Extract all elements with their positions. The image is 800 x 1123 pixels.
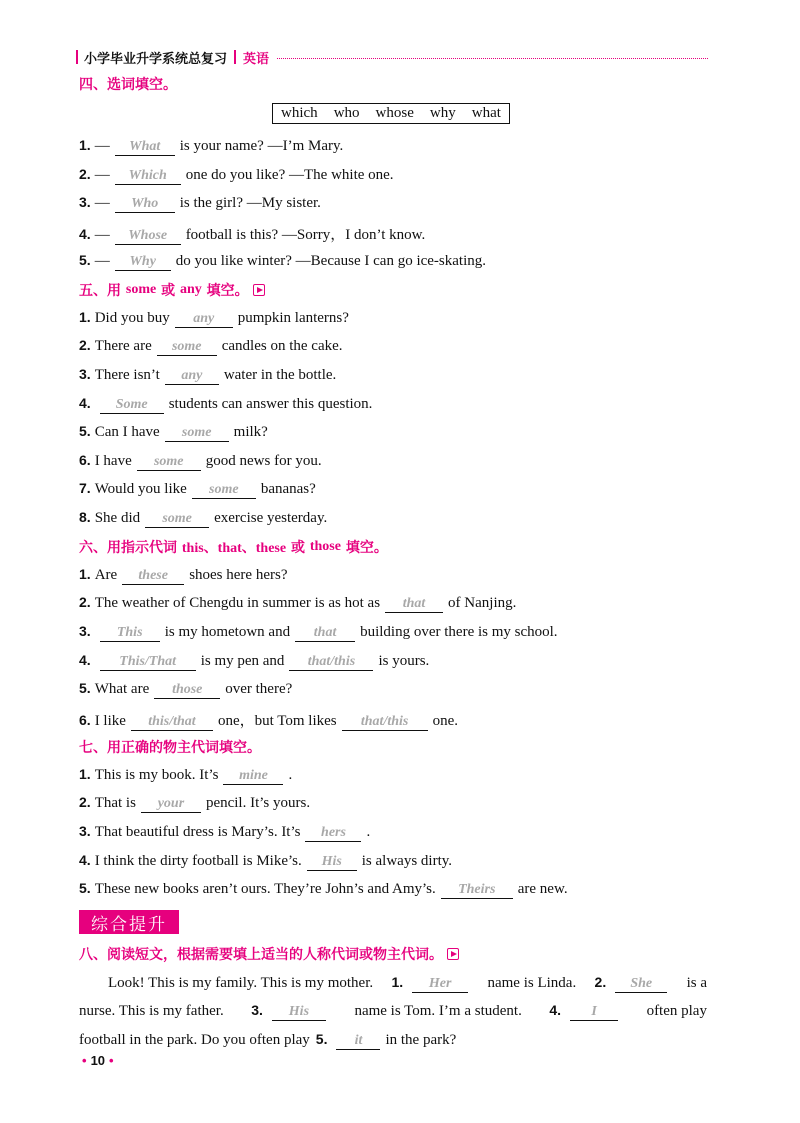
answer-blank[interactable]: that/this [289,653,373,671]
question-number: 1. [79,309,91,325]
answer-blank[interactable]: What [115,138,175,156]
answer-blank[interactable]: this/that [131,713,213,731]
section-4-heading: 四、选词填空。 [79,77,177,93]
question-text: is your name? —I’m Mary. [179,138,344,154]
answer-blank[interactable]: some [145,510,209,528]
answer-blank[interactable]: some [137,453,201,471]
question-text: is always dirty. [361,853,453,869]
s5-question-4 [79,395,372,414]
question-number: 3. [79,623,91,639]
word-bank-item: whose [375,105,414,121]
question-text: do you like winter? —Because I can go ice-skating. [175,253,486,269]
play-icon[interactable] [447,948,459,960]
question-text: . [366,824,371,840]
play-icon[interactable] [253,284,265,296]
s4-question-3 [79,194,321,213]
question-number: 2. [79,594,91,610]
answer-blank[interactable]: I [570,1003,618,1021]
answer-blank[interactable]: hers [305,824,361,842]
word-bank-item: which [281,105,318,121]
answer-blank[interactable]: His [272,1003,326,1021]
s6-question-5 [79,680,292,699]
answer-blank[interactable]: some [157,338,217,356]
question-text: The weather of Chengdu in summer is as hot as [94,595,381,611]
question-text: There isn’t [94,367,160,383]
question-text: Are [94,567,118,583]
answer-blank[interactable]: that [295,624,355,642]
answer-blank[interactable]: Some [100,396,164,414]
question-text: one，but Tom likes [217,713,337,729]
section-banner: 综合提升 [79,910,179,934]
question-text: pencil. It’s yours. [205,795,311,811]
question-number: 5. [315,1031,328,1047]
question-text: water in the bottle. [223,367,337,383]
question-text: Can I have [94,424,160,440]
question-text: exercise yesterday. [214,510,328,526]
question-text: one do you like? —The white one. [185,167,394,183]
page-number-dot: • [82,1053,87,1068]
question-number: 6. [79,452,91,468]
question-number: 5. [79,252,91,268]
answer-blank[interactable]: Who [115,195,175,213]
question-text: is yours. [378,653,430,669]
s4-question-2 [79,166,394,185]
question-text: football is this? —Sorry，I don’t know. [185,227,426,243]
question-number: 1. [391,974,404,990]
question-text: She did [94,510,141,526]
answer-blank[interactable]: it [336,1032,380,1050]
question-number: 8. [79,509,91,525]
answer-blank[interactable]: This/That [100,653,196,671]
question-number: 2. [594,974,607,990]
header-separator [234,50,236,64]
question-text: That is [94,795,136,811]
dash: — [94,195,110,211]
page-number-dot: • [109,1053,114,1068]
question-text: I think the dirty football is Mike’s. [94,853,302,869]
answer-blank[interactable]: She [615,975,667,993]
question-text: Did you buy [94,310,170,326]
s4-question-5 [79,252,486,271]
question-text: milk? [233,424,268,440]
answer-blank[interactable]: any [175,310,233,328]
passage-text: Look! This is my family. This is my mother. [108,975,374,991]
question-number: 3. [79,823,91,839]
answer-blank[interactable]: any [165,367,219,385]
question-text: Would you like [94,481,187,497]
question-text: students can answer this question. [168,396,373,412]
question-text: . [288,767,293,783]
page-number [78,1053,118,1068]
section-6-heading: 六、用指示代词 this、that、these 或 those 填空。 [79,539,388,556]
question-number: 4. [79,652,91,668]
dash: — [94,227,110,243]
question-text: bananas? [260,481,316,497]
answer-blank[interactable]: This [100,624,160,642]
header-title: 小学毕业升学系统总复习 [84,51,228,67]
answer-blank[interactable]: that/this [342,713,428,731]
answer-blank[interactable]: Whose [115,227,181,245]
answer-blank[interactable]: your [141,795,201,813]
question-text: What are [94,681,150,697]
s5-question-2 [79,337,343,356]
header-bar [76,50,78,64]
answer-blank[interactable]: some [165,424,229,442]
passage-text: is a [686,975,707,991]
s7-question-1 [79,766,292,785]
question-number: 4. [549,1002,562,1018]
question-number: 1. [79,766,91,782]
question-text: shoes here hers? [189,567,288,583]
s5-question-6 [79,452,322,471]
s6-question-3 [79,623,558,642]
question-text: of Nanjing. [448,595,517,611]
passage-text: name is Linda. [487,975,577,991]
passage-line-2 [79,1002,707,1021]
answer-blank[interactable]: some [192,481,256,499]
question-number: 6. [79,712,91,728]
answer-blank[interactable]: Her [412,975,468,993]
answer-blank[interactable]: Why [115,253,171,271]
question-text: These new books aren’t ours. They’re John’s and Amy’s. [94,881,436,897]
s7-question-3 [79,823,370,842]
question-number: 4. [79,395,91,411]
question-number: 2. [79,166,91,182]
question-number: 5. [79,680,91,696]
s5-question-5 [79,423,268,442]
question-number: 7. [79,480,91,496]
s7-question-2 [79,794,310,813]
question-number: 3. [79,366,91,382]
s5-question-8 [79,509,327,528]
question-number: 4. [79,852,91,868]
question-number: 5. [79,880,91,896]
question-number: 2. [79,337,91,353]
header-subject: 英语 [243,51,270,67]
answer-blank[interactable]: mine [223,767,283,785]
question-text: are new. [517,881,568,897]
question-text: pumpkin lanterns? [237,310,349,326]
s5-question-3 [79,366,336,385]
s6-question-6 [79,709,458,731]
question-number: 1. [79,137,91,153]
question-text: is the girl? —My sister. [179,195,321,211]
passage-line-1 [108,974,707,993]
passage-text: football in the park. Do you often play [79,1032,310,1048]
word-bank-item: what [471,105,501,121]
word-bank-item: why [429,105,456,121]
s7-question-4 [79,852,452,871]
s4-question-1 [79,137,343,156]
page-header [76,46,708,68]
answer-blank[interactable]: Which [115,167,181,185]
question-text: candles on the cake. [221,338,343,354]
question-text: over there? [225,681,293,697]
section-8-heading: 八、阅读短文，根据需要填上适当的人称代词或物主代词。 [79,944,459,964]
question-number: 4. [79,226,91,242]
question-text: good news for you. [205,453,322,469]
question-number: 3. [79,194,91,210]
passage-text: often play [646,1003,707,1019]
s6-question-1 [79,566,287,585]
question-text: one. [432,713,459,729]
question-text: is my hometown and [164,624,291,640]
s6-question-4 [79,652,429,671]
dash: — [94,167,110,183]
dash: — [94,253,110,269]
answer-blank[interactable]: Theirs [441,881,513,899]
question-number: 2. [79,794,91,810]
passage-text: name is Tom. I’m a student. [354,1003,522,1019]
passage-text: nurse. This is my father. [79,1003,224,1019]
answer-blank[interactable]: these [122,567,184,585]
s5-question-7 [79,480,316,499]
answer-blank[interactable]: those [154,681,220,699]
word-bank-item: who [333,105,360,121]
section-5-heading: 五、用 some 或 any 填空。 [79,280,265,300]
dash: — [94,138,110,154]
section-7-heading: 七、用正确的物主代词填空。 [79,740,261,756]
passage-text: in the park? [385,1032,457,1048]
s7-question-5 [79,880,568,899]
question-text: I like [94,713,126,729]
s4-question-4 [79,223,425,245]
question-number: 1. [79,566,91,582]
question-text: This is my book. It’s [94,767,219,783]
word-bank-box [272,103,510,124]
question-number: 3. [251,1002,263,1018]
question-text: building over there is my school. [360,624,558,640]
passage-line-3 [79,1031,456,1050]
s6-question-2 [79,594,516,613]
question-number: 5. [79,423,91,439]
answer-blank[interactable]: that [385,595,443,613]
answer-blank[interactable]: His [307,853,357,871]
page-number-text: 10 [90,1053,106,1068]
question-text: I have [94,453,132,469]
header-dotted-rule [277,58,708,59]
s5-question-1 [79,309,349,328]
question-text: is my pen and [200,653,285,669]
question-text: That beautiful dress is Mary’s. It’s [94,824,301,840]
question-text: There are [94,338,152,354]
